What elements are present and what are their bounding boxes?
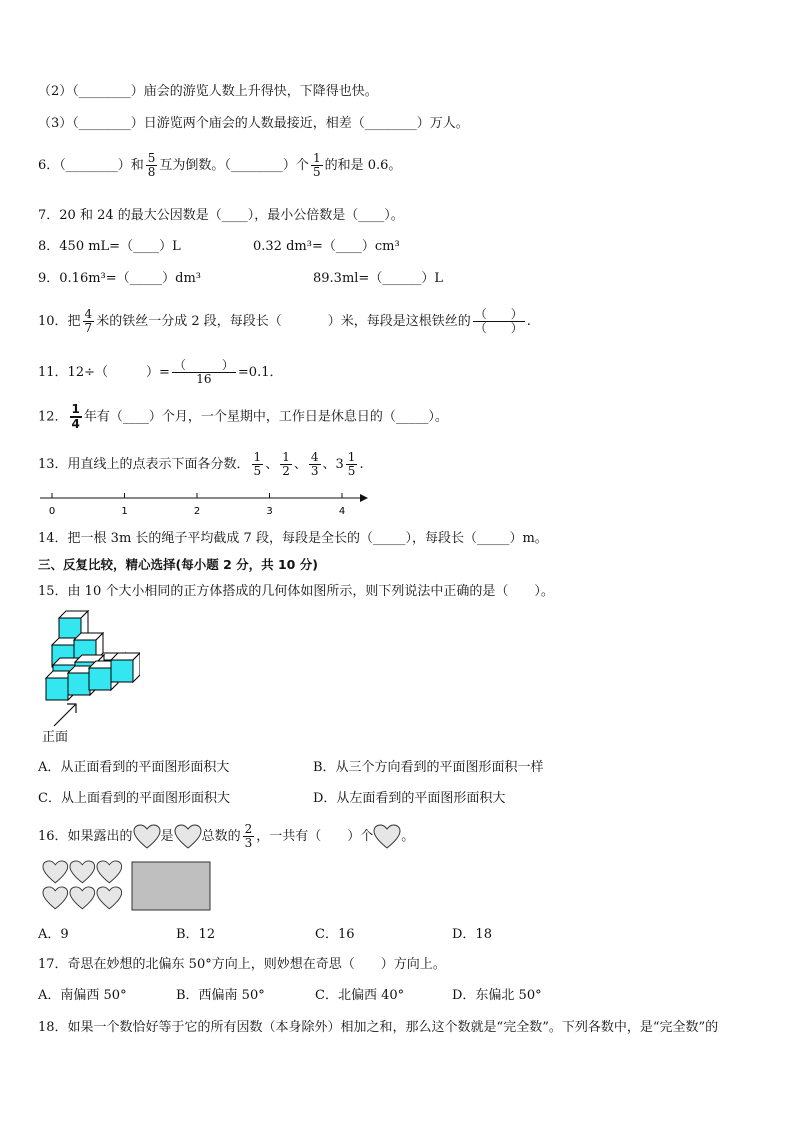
number-line-label: 4: [338, 506, 346, 517]
q16-option-b[interactable]: B．12: [176, 927, 216, 942]
fraction-1-5: $\frac{1}{5}$: [312, 151, 321, 179]
q11-text-c: =0.1．: [237, 365, 283, 380]
question-18: 18．如果一个数恰好等于它的所有因数（本身除外）相加之和，那么这个数就是“完全数”。下列各数中，是“完全数”的: [38, 1020, 719, 1035]
question-10: [38, 308, 531, 335]
q17-option-d[interactable]: D．东偏北 50°: [452, 988, 542, 1003]
fraction-1-4-bold: $\frac{1}{4}$: [71, 402, 80, 431]
q13-text: 13．用直线上的点表示下面各分数．: [38, 457, 250, 472]
fraction-blank-16: $\frac{( )}{16}$: [173, 358, 234, 386]
q17-option-b[interactable]: B．西偏南 50°: [176, 988, 265, 1003]
heart-icon: [174, 824, 202, 850]
question-7: 7．20 和 24 的最大公因数是（____），最小公倍数是（____）。: [38, 208, 404, 223]
number-line-label: 1: [121, 506, 128, 517]
q15-option-a[interactable]: A．从正面看到的平面图形面积大: [38, 760, 230, 775]
arrow-up-right-icon: [54, 704, 76, 726]
fraction-2-3: $\frac{2}{3}$: [244, 822, 253, 850]
question-8b: 0.32 dm³=（____）cm³: [253, 239, 400, 254]
q15-option-c[interactable]: C．从上面看到的平面图形面积大: [38, 791, 230, 806]
q12-text-a: 12．: [38, 409, 68, 425]
heart-icon: [373, 824, 401, 850]
number-line-label: 3: [266, 506, 273, 517]
question-15: 15．由 10 个大小相同的正方体搭成的几何体如图所示，则下列说法中正确的是（ ）。: [38, 584, 554, 599]
q16-text-e: 。: [401, 829, 415, 844]
fraction-5-8: $\frac{5}{8}$: [147, 151, 156, 179]
q16-option-d[interactable]: D．18: [452, 927, 492, 942]
fraction-4-3: $\frac{4}{3}$: [310, 450, 319, 478]
q16-option-c[interactable]: C．16: [315, 927, 355, 942]
q16-option-a[interactable]: A．9: [38, 927, 69, 942]
fraction-1-5-b: $\frac{1}{5}$: [347, 450, 356, 478]
heart-icon: [43, 887, 68, 909]
mixed-whole: 3: [335, 457, 344, 472]
heart-icon: [43, 861, 68, 883]
q10-text-c: ）米，每段是这根铁丝的: [327, 314, 471, 329]
fraction-4-7: $\frac{4}{7}$: [84, 307, 93, 335]
q6-text-c: 的和是 0.6。: [324, 158, 402, 173]
q11-text-a: 11．12÷（: [38, 365, 108, 380]
cube: [111, 653, 140, 682]
heart-icon: [133, 824, 161, 850]
cube-stack-figure: [40, 610, 140, 728]
fraction-1-2: $\frac{1}{2}$: [282, 450, 290, 478]
question-9b: 89.3ml=（______）L: [313, 271, 443, 286]
q15-option-d[interactable]: D．从左面看到的平面图形面积大: [313, 791, 506, 806]
question-13: 13．用直线上的点表示下面各分数． $\frac{1}{5}$ 、 $\frac{1}{2}$ 、 $\frac{4}{3}$ 、3 $\frac{1}{5}$ .: [38, 450, 364, 478]
q16-text-c: 总数的: [201, 829, 241, 844]
q6-text-a: 6．（________）和: [38, 158, 144, 173]
fraction-blank: $\frac{( )}{( )}$: [474, 307, 523, 335]
section-3-heading: 三、反复比较，精心选择(每小题 2 分，共 10 分): [38, 557, 318, 572]
q10-text-d: .: [526, 314, 531, 329]
fraction-1-5-a: $\frac{1}{5}$: [253, 450, 262, 478]
number-line-label: 2: [193, 506, 201, 517]
q16-text-b: 是: [160, 829, 174, 844]
question-8a: 8．450 mL=（____）L: [38, 239, 181, 254]
q11-text-b: ）=: [145, 365, 170, 380]
question-9a: 9．0.16m³=（_____）dm³: [38, 271, 202, 286]
question-12: [38, 403, 448, 431]
q17-option-c[interactable]: C．北偏西 40°: [315, 988, 405, 1003]
heart-icon: [97, 861, 122, 883]
covered-gray-box: [132, 862, 210, 910]
q10-text-a: 10．把: [38, 314, 81, 329]
q16-text-d: ，一共有（ ）个: [256, 829, 374, 844]
q16-text-a: 16．如果露出的: [38, 829, 133, 844]
hearts-figure: [42, 860, 214, 916]
figure-caption-front: 正面: [42, 730, 69, 745]
number-line: [36, 488, 376, 520]
question-16: [38, 823, 414, 850]
question-11: [38, 359, 282, 386]
question-6: [38, 152, 401, 179]
question-17: 17．奇思在妙想的北偏东 50°方向上，则妙想在奇思（ ）方向上。: [38, 957, 446, 972]
q15-option-b[interactable]: B．从三个方向看到的平面图形面积一样: [313, 760, 544, 775]
q6-text-b: 互为倒数。（________）个: [159, 158, 309, 173]
q5-part2: （2）（________）庙会的游览人数上升得快，下降得也快。: [38, 84, 378, 99]
q12-text-b: 年有（____）个月，一个星期中，工作日是休息日的（_____）。: [83, 409, 448, 425]
number-line-label: 0: [48, 506, 56, 517]
heart-icon: [70, 887, 95, 909]
heart-icon: [97, 887, 122, 909]
q17-option-a[interactable]: A．南偏西 50°: [38, 988, 127, 1003]
question-14: 14．把一根 3m 长的绳子平均截成 7 段，每段是全长的（_____），每段长（_____）m。: [38, 531, 548, 546]
heart-icon: [70, 861, 95, 883]
q5-part3: （3）（________）日游览两个庙会的人数最接近，相差（________）万人。: [38, 116, 469, 131]
q10-text-b: 米的铁丝一分成 2 段，每段长（: [96, 314, 282, 329]
